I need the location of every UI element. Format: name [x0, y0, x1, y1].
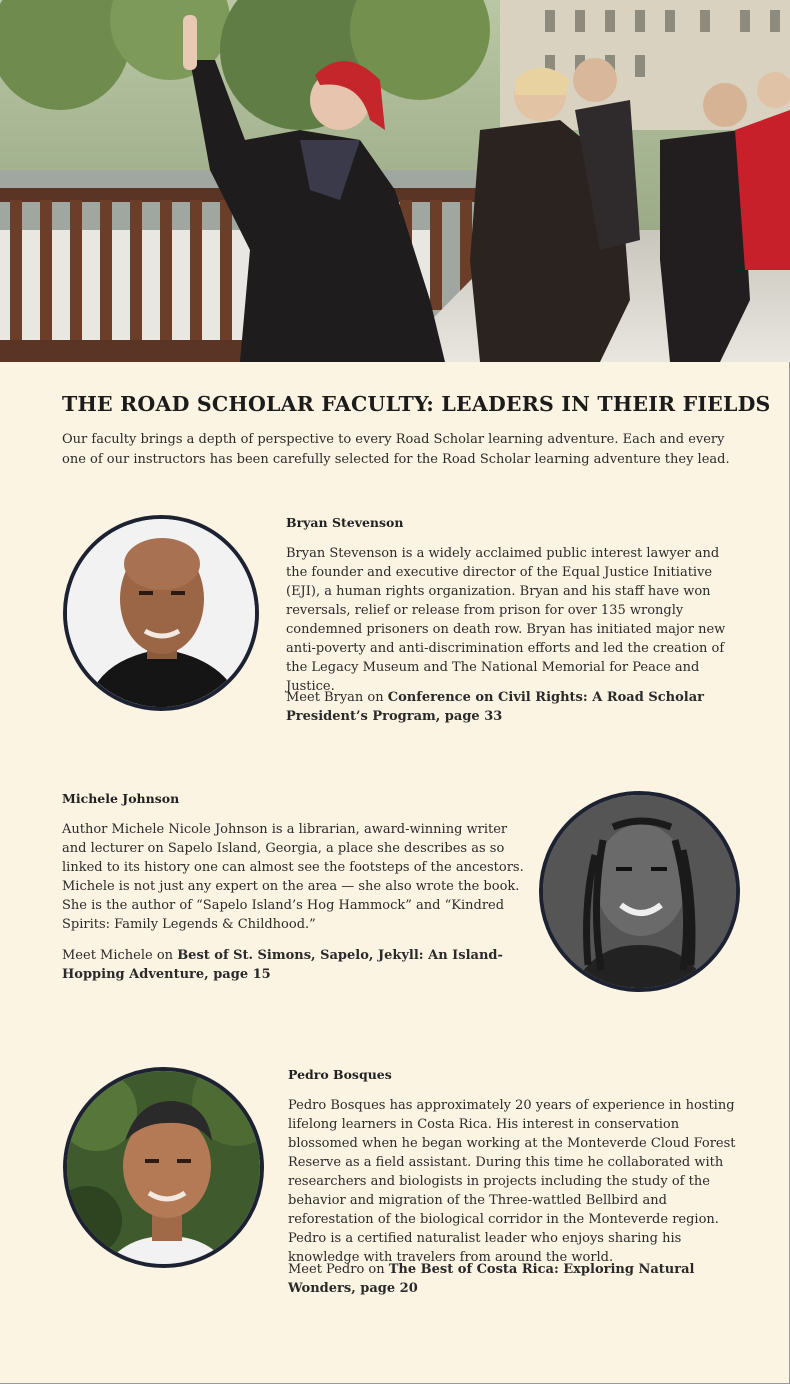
meet-prefix: Meet Michele on	[62, 948, 178, 963]
portrait-pedro-bosques	[63, 1067, 264, 1268]
program-link[interactable]: The Best of Costa Rica: Exploring Natural Wonders	[288, 1262, 695, 1296]
program-link[interactable]: Best of St. Simons, Sapelo, Jekyll: An Island-Hopping Adventure, page 15	[62, 948, 503, 982]
hero-photo	[0, 0, 790, 362]
faculty-bio: Bryan Stevenson is a widely acclaimed public interest lawyer and the founder and executive director of the Equal Justice Initiative (EJI), a human rights organization. Bryan and his staff have won reversals, relief or release from prison for over 135 wrongly condemned prisoners on death row. Bryan has initiated major new anti-poverty and anti-discrimination efforts and led the creation of the Legacy Museum and The National Memorial for Peace and Justice.	[286, 546, 726, 694]
faculty-name: Michele Johnson	[62, 791, 180, 806]
section-title: THE ROAD SCHOLAR FACULTY: LEADERS IN THEIR FIELDS	[62, 392, 771, 416]
faculty-bio: Pedro Bosques has approximately 20 years of experience in hosting lifelong learners in Costa Rica. His interest in conservation blossomed when he began working at the Monteverde Cloud Forest Reserve as a field assistant. During this time he collaborated with researchers and biologists in projects including the study of the behavior and migration of the Three-wattled Bellbird and reforestation of the biological corridor in the Monteverde region. Pedro is a certified naturalist leader who enjoys sharing his knowledge with travelers from around the world.	[288, 1098, 736, 1265]
section-intro: Our faculty brings a depth of perspective to every Road Scholar learning adventure. Each and every one of our instructors has been carefully selected for the Road Scholar learning adventure they lead.	[62, 432, 730, 467]
program-link[interactable]: Conference on Civil Rights: A Road Scholar President’s Program, page 33	[286, 690, 704, 724]
faculty-name: Bryan Stevenson	[286, 515, 404, 530]
meet-prefix: Meet Pedro on	[288, 1262, 389, 1277]
faculty-meet	[62, 946, 526, 984]
faculty-meet	[288, 1260, 746, 1298]
portrait-michele-johnson	[539, 791, 740, 992]
person-photo-icon	[543, 795, 736, 988]
faculty-meet	[286, 688, 742, 726]
person-photo-icon	[67, 519, 255, 707]
person-photo-icon	[67, 1071, 260, 1264]
faculty-bio: Author Michele Nicole Johnson is a librarian, award-winning writer and lecturer on Sapelo Island, Georgia, a place she describes as so linked to its history one can almost see the footsteps of the ancestors. Michele is not just any expert on the area — she also wrote the book. She is the author of “Sapelo Island’s Hog Hammock” and “Kindred Spirits: Family Legends & Childhood.”	[62, 822, 524, 932]
meet-suffix: , page 20	[351, 1281, 418, 1296]
group-tour-photo-icon	[0, 0, 790, 362]
portrait-bryan-stevenson	[63, 515, 259, 711]
faculty-name: Pedro Bosques	[288, 1067, 392, 1082]
meet-prefix: Meet Bryan on	[286, 690, 388, 705]
